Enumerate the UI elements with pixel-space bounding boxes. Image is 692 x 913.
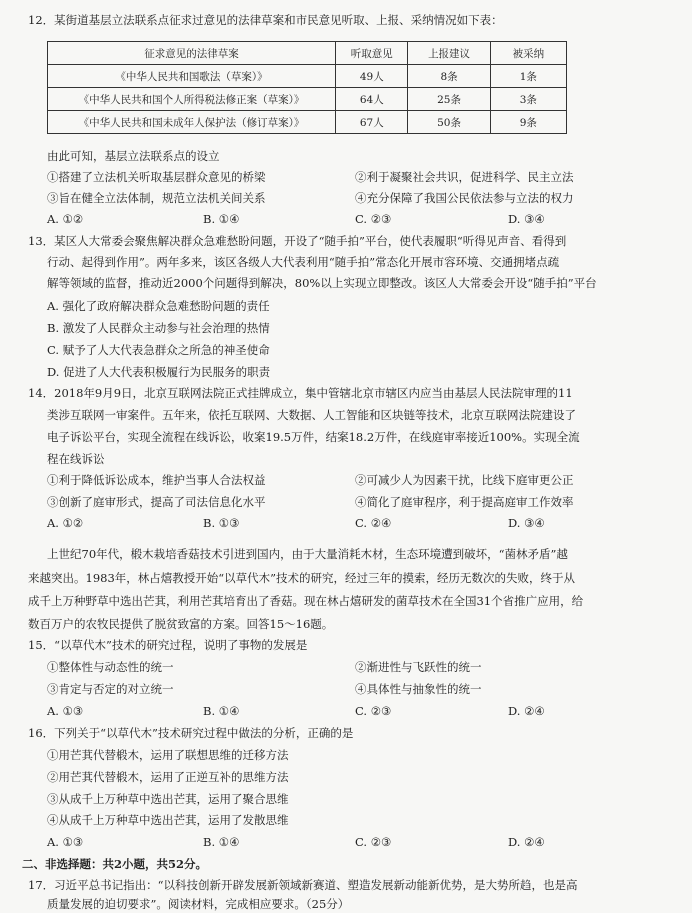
q13-stem-line: 解等领域的监督，推动近2000个问题得到解决，80%以上实现立即整改。该区人大常委会开设“随手拍”平台 xyxy=(47,276,597,290)
table-cell: 67人 xyxy=(336,111,408,134)
q12-item-1: ①搭建了立法机关听取基层群众意见的桥梁 xyxy=(47,170,266,184)
q16-option-a[interactable]: A. ①③ xyxy=(47,835,84,849)
q12-item-4: ④充分保障了我国公民依法参与立法的权力 xyxy=(355,191,574,205)
table-cell: 9条 xyxy=(490,111,566,134)
q12-item-2: ②利于凝聚社会共识，促进科学、民主立法 xyxy=(355,170,574,184)
table-header-row xyxy=(48,42,567,65)
table-row xyxy=(48,65,567,88)
q15-option-d[interactable]: D. ②④ xyxy=(508,704,545,718)
table-cell: 《中华人民共和国个人所得税法修正案（草案）》 xyxy=(48,88,336,111)
q14-stem-line: 电子诉讼平台，实现全流程在线诉讼，收案19.5万件，结案18.2万件，在线庭审率接近100%。实现全流 xyxy=(47,430,580,444)
q16-stem: 16．下列关于“以草代木”技术研究过程中做法的分析，正确的是 xyxy=(28,726,354,740)
q16-option-d[interactable]: D. ②④ xyxy=(508,835,545,849)
q15-stem: 15．“以草代木”技术的研究过程，说明了事物的发展是 xyxy=(28,638,308,652)
q15-item-4: ④具体性与抽象性的统一 xyxy=(355,682,482,696)
q14-option-d[interactable]: D. ③④ xyxy=(508,516,545,530)
q16-item-1: ①用芒萁代替椴木，运用了联想思维的迁移方法 xyxy=(47,748,289,762)
q15-item-2: ②渐进性与飞跃性的统一 xyxy=(355,660,482,674)
table-row xyxy=(48,111,567,134)
table-header: 被采纳 xyxy=(490,42,566,65)
q14-item-4: ④简化了庭审程序，利于提高庭审工作效率 xyxy=(355,495,574,509)
q13-option-d[interactable]: D. 促进了人大代表积极履行为民服务的职责 xyxy=(47,365,271,379)
q14-stem-line: 类涉互联网一审案件。五年来，依托互联网、大数据、人工智能和区块链等技术，北京互联网法院建设了 xyxy=(47,408,576,422)
table-header: 听取意见 xyxy=(336,42,408,65)
q16-option-b[interactable]: B. ①④ xyxy=(203,835,240,849)
q15-option-a[interactable]: A. ①③ xyxy=(47,704,84,718)
table-cell: 64人 xyxy=(336,88,408,111)
q12-item-3: ③旨在健全立法体制，规范立法机关间关系 xyxy=(47,191,266,205)
q12-option-d[interactable]: D. ③④ xyxy=(508,212,545,226)
q14-option-c[interactable]: C. ②④ xyxy=(355,516,392,530)
q15-option-b[interactable]: B. ①④ xyxy=(203,704,240,718)
passage-line: 来越突出。1983年，林占熺教授开始“以草代木”技术的研究，经过三年的摸索，经历无数次的失败，终于从 xyxy=(28,571,576,585)
q12-option-a[interactable]: A. ①② xyxy=(47,212,84,226)
q15-item-1: ①整体性与动态性的统一 xyxy=(47,660,174,674)
section-heading: 二、非选择题：共2小题，共52分。 xyxy=(22,857,208,871)
table-header: 征求意见的法律草案 xyxy=(48,42,336,65)
q16-item-2: ②用芒萁代替椴木，运用了正逆互补的思维方法 xyxy=(47,770,289,784)
q13-option-c[interactable]: C. 赋予了人大代表急群众之所急的神圣使命 xyxy=(47,343,270,357)
q13-stem-line: 行动、起得到作用”。两年多来，该区各级人大代表利用“随手拍”常态化开展市容环境、交通拥堵点疏 xyxy=(47,255,560,269)
q14-stem-line: 14．2018年9月9日，北京互联网法院正式挂牌成立，集中管辖北京市辖区内应当由基层人民法院审理的11 xyxy=(28,386,573,400)
q14-item-1: ①利于降低诉讼成本，维护当事人合法权益 xyxy=(47,473,266,487)
table-cell: 8条 xyxy=(408,65,490,88)
q14-option-b[interactable]: B. ①③ xyxy=(203,516,240,530)
q14-stem-line: 程在线诉讼 xyxy=(47,452,105,466)
q12-option-c[interactable]: C. ②③ xyxy=(355,212,392,226)
q12-lead: 由此可知，基层立法联系点的设立 xyxy=(47,149,220,163)
q12-table xyxy=(47,41,567,134)
q14-item-2: ②可减少人为因素干扰，比线下庭审更公正 xyxy=(355,473,574,487)
passage-line: 数百万户的农牧民提供了脱贫致富的方案。回答15～16题。 xyxy=(28,617,334,631)
q13-option-a[interactable]: A. 强化了政府解决群众急难愁盼问题的责任 xyxy=(47,299,270,313)
table-cell: 《中华人民共和国歌法（草案）》 xyxy=(48,65,336,88)
table-header: 上报建议 xyxy=(408,42,490,65)
q15-item-3: ③肯定与否定的对立统一 xyxy=(47,682,174,696)
q17-stem-line: 质量发展的迫切要求”。阅读材料，完成相应要求。（25分） xyxy=(47,897,350,911)
q13-option-b[interactable]: B. 激发了人民群众主动参与社会治理的热情 xyxy=(47,321,270,335)
passage-line: 成千上万种野草中选出芒萁，利用芒萁培育出了香菇。现在林占熺研发的菌草技术在全国31个省推广应用，给 xyxy=(28,594,584,608)
q16-item-4: ④从成千上万种草中选出芒萁，运用了发散思维 xyxy=(47,813,289,827)
table-cell: 50条 xyxy=(408,111,490,134)
q17-stem-line: 17．习近平总书记指出：“以科技创新开辟发展新领域新赛道、塑造发展新动能新优势，是大势所趋，也是高 xyxy=(28,878,578,892)
q13-stem-line: 13．某区人大常委会聚焦解决群众急难愁盼问题，开设了“随手拍”平台，使代表履职“听得见声音、看得到 xyxy=(28,234,567,248)
q16-item-3: ③从成千上万种草中选出芒萁，运用了聚合思维 xyxy=(47,792,289,806)
q12-stem: 12．某街道基层立法联系点征求过意见的法律草案和市民意见听取、上报、采纳情况如下表： xyxy=(28,13,503,27)
q15-option-c[interactable]: C. ②③ xyxy=(355,704,392,718)
table-cell: 3条 xyxy=(490,88,566,111)
passage-line: 上世纪70年代，椴木栽培香菇技术引进到国内，由于大量消耗木材，生态环境遭到破坏，“菌林矛盾”越 xyxy=(47,547,568,561)
table-cell: 49人 xyxy=(336,65,408,88)
table-row xyxy=(48,88,567,111)
q16-option-c[interactable]: C. ②③ xyxy=(355,835,392,849)
q12-option-b[interactable]: B. ①④ xyxy=(203,212,240,226)
table-cell: 《中华人民共和国未成年人保护法（修订草案）》 xyxy=(48,111,336,134)
table-cell: 25条 xyxy=(408,88,490,111)
q14-option-a[interactable]: A. ①② xyxy=(47,516,84,530)
table-cell: 1条 xyxy=(490,65,566,88)
q14-item-3: ③创新了庭审形式，提高了司法信息化水平 xyxy=(47,495,266,509)
